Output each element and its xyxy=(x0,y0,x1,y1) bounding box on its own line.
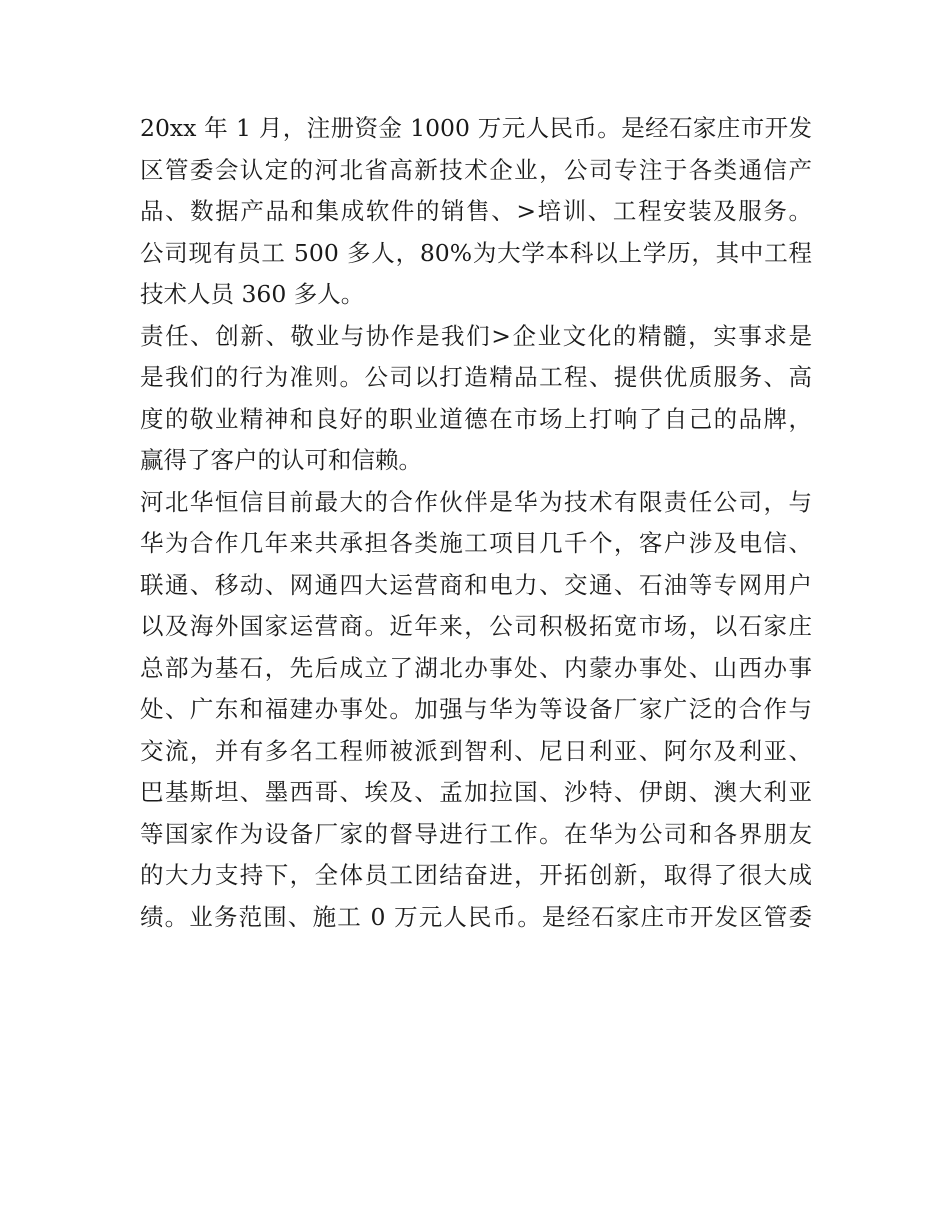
text-line: 等国家作为设备厂家的督导进行工作。在华为公司和各界朋友 xyxy=(140,819,812,848)
paragraph-partnership xyxy=(140,482,812,939)
text-line: 的大力支持下，全体员工团结奋进，开拓创新，取得了很大成 xyxy=(140,861,812,889)
text-line: 河北华恒信目前最大的合作伙伴是华为技术有限责任公司，与 xyxy=(140,487,812,516)
text-line: 华为合作几年来共承担各类施工项目几千个，客户涉及电信、 xyxy=(140,529,812,557)
paragraph-company-culture xyxy=(140,316,812,482)
text-line: 品、数据产品和集成软件的销售、>培训、工程安装及服务。 xyxy=(140,197,812,225)
text-line: 总部为基石，先后成立了湖北办事处、内蒙办事处、山西办事 xyxy=(140,653,812,682)
text-line: 处、广东和福建办事处。加强与华为等设备厂家广泛的合作与 xyxy=(140,695,812,723)
text-line: 绩。业务范围、施工 0 万元人民币。是经石家庄市开发区管委 xyxy=(140,902,812,931)
text-line: 巴基斯坦、墨西哥、埃及、孟加拉国、沙特、伊朗、澳大利亚 xyxy=(140,778,812,806)
text-line: 责任、创新、敬业与协作是我们>企业文化的精髓，实事求是 xyxy=(140,321,812,350)
text-line: 以及海外国家运营商。近年来，公司积极拓宽市场，以石家庄 xyxy=(140,612,812,640)
document-body xyxy=(140,108,812,938)
text-line: 交流，并有多名工程师被派到智利、尼日利亚、阿尔及利亚、 xyxy=(140,736,812,765)
text-line: 联通、移动、网通四大运营商和电力、交通、石油等专网用户 xyxy=(140,570,812,599)
paragraph-company-overview xyxy=(140,108,812,316)
text-line: 赢得了客户的认可和信赖。 xyxy=(140,446,422,474)
text-line: 度的敬业精神和良好的职业道德在市场上打响了自己的品牌， xyxy=(140,404,812,433)
text-line: 技术人员 360 多人。 xyxy=(140,280,365,308)
text-line: 区管委会认定的河北省高新技术企业，公司专注于各类通信产 xyxy=(140,155,812,184)
text-line: 是我们的行为准则。公司以打造精品工程、提供优质服务、高 xyxy=(140,363,812,391)
text-line: 20xx 年 1 月，注册资金 1000 万元人民币。是经石家庄市开发 xyxy=(140,114,812,142)
text-line: 公司现有员工 500 多人，80%为大学本科以上学历，其中工程 xyxy=(140,238,812,267)
